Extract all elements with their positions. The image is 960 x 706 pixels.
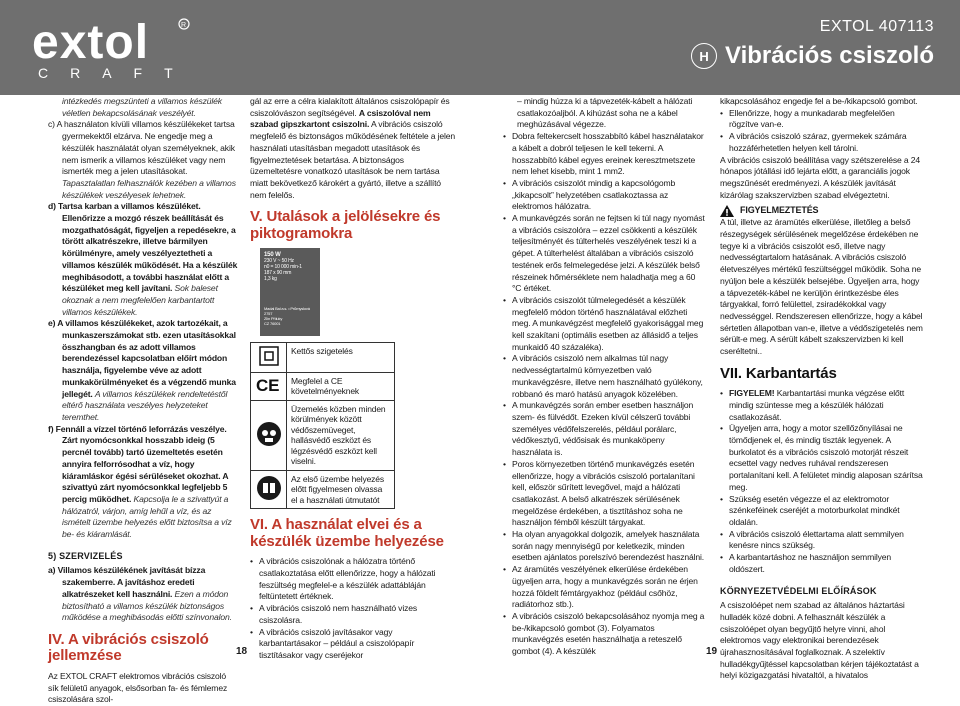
symbol-text-1: Kettős szigetelés xyxy=(287,343,395,373)
col2-bullet-1: • A vibrációs csiszolónak a hálózatra történő csatlakoztatása előtt ellenőrizze, hogy a hálózati feszültség megfelel-e a készülék adattábláján feltüntetett értéknek. xyxy=(250,556,455,603)
rating-symbols xyxy=(264,282,316,306)
col1-p3 xyxy=(48,201,238,318)
col2-p1 xyxy=(250,96,455,201)
col3-bullet-6: • A munkavégzés során ember esetben használjon szem- és fülvédőt. Ezeken kívül célszerű további személyes védőfelszerelés, például porálarc, védőkesztyű, védősisak és munkaköpeny használata is. xyxy=(503,400,706,459)
section-v-heading: V. Utalások a jelölésekre és piktogramokra xyxy=(250,208,441,242)
col2-p1-text: gál az erre a célra kialakított általános csiszolópapír és csiszolóvászon segítségével. xyxy=(250,96,450,118)
col3-bullet-8: • Ha olyan anyagokkal dolgozik, amelyek használata során nagy mennyiségű por keletkezik, minden esetben ajánlatos porelszívó berendezést használni. xyxy=(503,529,706,564)
col1-p4-text: e) A villamos készülékeket, azok tartozékait, a munkaszerszámokat stb. ezen utasításokkal összhangban és az adott villamos berendezéssel kapcsolatban előírt módon használja, figyelembe véve az adott munkakörülményeket és a végzendő munka jellegét. xyxy=(48,318,236,399)
product-code: EXTOL 407113 xyxy=(819,18,934,35)
rating-small-1: Madal Bal a.s. • Průmyslová 2757 xyxy=(264,306,310,317)
ce-mark-icon xyxy=(251,372,287,400)
col3-bullet-9: • Az áramütés veszélyének elkerülése érdekében ügyeljen arra, hogy a munkavégzés során ne érjen hozzá földelt fémtárgyakhoz (például csőhöz, radiátorhoz stb.). xyxy=(503,564,706,611)
environment-text: A csiszolóépet nem szabad az általános háztartási hulladék közé dobni. A felhasznált készülék a csiszolóépet olyan begyűjtő helyre vinni, ahol elektromos vagy elektronikai berendezések újrahasznosításával foglalkoznak. A szelektív hulladékgyűjtéssel kapcsolatban kérjen tájékoztatást a helyi közigazgatási hivataltól, a hivatalos xyxy=(720,600,919,681)
symbol-row xyxy=(251,343,395,373)
col1-p5 xyxy=(48,424,238,541)
svg-text:R: R xyxy=(181,22,187,29)
col4-p1: kikapcsolásához engedje fel a be-/kikapcsoló gombot. xyxy=(720,96,918,106)
col2-p1-bold: A csiszolóval nem szabad gipszkartont csiszolni. xyxy=(250,107,431,130)
rating-line-2: 230 V ~ 50 Hz xyxy=(264,258,294,265)
col1-p6 xyxy=(48,565,238,624)
column-3 xyxy=(503,96,706,658)
col3-bullet-7: • Poros környezetben történő munkavégzés esetén ellenőrizze, hogy a vibrációs csiszoló portalanítani kell, először sűrített levegővel, majd a hálózati csatlakozást. A belső alkatrészek sérülésének megelőzése érdekében, a tisztításhoz soha ne használjon fémből készült tárgyakat. xyxy=(503,459,706,529)
environment-heading: KÖRNYEZETVÉDELMI ELŐÍRÁSOK xyxy=(720,585,877,596)
col4-p2: A vibrációs csiszoló beállítása vagy szétszerelése a 24 hónapos jótállási idő lejárta előtt, a garanciális jogok megszűnését eredményezi. A készülék javítását kizárólag szakszervizben szabad elvégeztetni. xyxy=(720,154,921,200)
col4-k4: • A vibrációs csiszoló élettartama alatt semmilyen kenésre nincs szükség. xyxy=(720,529,925,552)
rating-line-4: 187 x 90 mm xyxy=(264,270,292,277)
symbol-row xyxy=(251,372,395,400)
col3-bullet-1: • Dobra feltekercselt hosszabbító kábel használatakor a kábelt a dobról teljesen le kell tekerni. A hosszabbító kábel egyes ereinek keresztmetszete nem lehet kisebb, mint 1 mm2. xyxy=(503,131,706,178)
col3-bullet-2: • A vibrációs csiszolót mindig a kapcsológomb „kikapcsolt” helyzetében csatlakoztassa az elektromos hálózatra. xyxy=(503,178,706,213)
col4-k1-bold: FIGYELEM! xyxy=(729,388,775,399)
section-vi-heading: VI. A használat elvei és a készülék üzembe helyezése xyxy=(250,516,444,550)
read-manual-icon xyxy=(251,470,287,509)
symbol-table xyxy=(250,342,395,509)
document-title: Vibrációs csiszoló xyxy=(725,42,934,69)
page-number-right: 19 xyxy=(706,646,718,657)
extol-logo xyxy=(32,14,292,84)
column-4 xyxy=(720,96,925,682)
col4-k2: • Ügyeljen arra, hogy a motor szellőzőnyílásai ne tömődjenek el, és mindig tiszták legyenek. A burkolatot és a vibrációs csiszoló motorját részeit ecsettel vagy nedves ruhával rendszeresen portalanítani kell. A felületet mindig alaposan szárítsa meg. xyxy=(720,423,925,493)
col1-p2-text: c) A használaton kívüli villamos készülékeket tartsa gyermekektől elzárva. Ne engedje meg a készülék használatát olyan személyeknek, akik nem ismerik a villamos készüléket vagy nem ismerték meg a jelen utasításokat. xyxy=(48,119,235,177)
title-row xyxy=(691,42,934,70)
page-number-left: 18 xyxy=(236,646,248,657)
col4-k5: • A karbantartáshoz ne használjon semmilyen oldószert. xyxy=(720,552,925,575)
col1-p4-italic: A villamos készülékek rendeltetéstől eltérő használata veszélyes helyzeteket teremthet. xyxy=(62,388,228,422)
col1-p5-italic: Kapcsolja le a szivattyút a hálózatról, várjon, amíg lehűl a víz, és az ismételt üzembe helyezés előtt biztosítsa a víz be- és kiáramlását. xyxy=(62,493,232,540)
rating-line-1: 150 W xyxy=(264,252,281,259)
section-vii-heading: VII. Karbantartás xyxy=(720,364,837,382)
col1-p6-italic: Ezen a módon biztosítható a villamos készülék biztonságos működése a meghibásodás előtti színvonalon. xyxy=(62,588,232,623)
col4-bullet-1: • Ellenőrizze, hogy a munkadarab megfelelően rögzítve van-e. xyxy=(720,108,925,131)
service-heading: 5) SZERVIZELÉS xyxy=(48,550,123,561)
rating-plate-image xyxy=(260,248,320,336)
symbol-text-4: Az első üzembe helyezés előtt figyelmesen olvassa el a használati útmutatót xyxy=(287,470,395,509)
symbol-text-3: Üzemelés közben minden körülmények között védőszemüveget, hallásvédő eszközt és légzésvédő eszközt kell viselni. xyxy=(287,400,395,470)
rating-line-5: 1,3 kg xyxy=(264,276,277,283)
rating-small-2: Zlín Příluky xyxy=(264,316,283,322)
protective-gear-icon xyxy=(251,400,287,470)
col3-bullet-3: • A munkavégzés során ne fejtsen ki túl nagy nyomást a vibrációs csiszolóra – ezzel csökkenti a készülék teljesítményét és túlterhelés veszélyének teszi ki a gépet. A túlterhelést általában a vibrációs csiszoló testének erős felmelegedése jelzi. A készülék belső részeinek hőmérséklete nem haladhatja meg a 60 °C értéket. xyxy=(503,213,706,295)
col1-p2-italic: Tapasztalatlan felhasználók kezében a villamos készülékek veszélyesek lehetnek. xyxy=(62,177,236,200)
col3-p1: – mindig húzza ki a tápvezeték-kábelt a hálózati csatlakozóaljból. A kihúzást soha ne a kábel meghúzásával végezze. xyxy=(517,96,693,130)
language-badge: H xyxy=(691,43,717,69)
col1-p3-text: d) Tartsa karban a villamos készüléket. Ellenőrizze a mozgó részek beállítását és mozgathatóságát, figyeljen a repedésekre, a törött alkatrészekre, illetve bármilyen körülményre, amely veszélyeztetheti a villamos készülék működését. Ha a készülék meghibásodott, a további használat előtt a készüléket meg kell javítani. xyxy=(48,201,238,294)
column-1 xyxy=(48,96,238,706)
col4-k1 xyxy=(720,388,925,423)
col2-bullet-2: • A vibrációs csiszoló nem használható vizes csiszolásra. xyxy=(250,603,455,626)
symbol-row xyxy=(251,470,395,509)
symbol-row xyxy=(251,400,395,470)
col1-p3-italic: Sok baleset okoznak a nem megfelelően karbantartott villamos készülékek. xyxy=(62,283,218,317)
warning-title: FIGYELMEZTETÉS xyxy=(740,205,819,216)
warning-text: A túl, illetve az áramütés elkerülése, illetőleg a belső részegységek sérülésének megelőzése érdekében ne tegye ki a vibrációs csiszolót eső, illetve nagy nedvességtartalom hatásának. A vibrációs csiszoló életveszélyes mértékű feszültséggel működik. Soha ne nyúljon bele a készülék belsejébe. Ügyeljen arra, hogy a tápvezeték-kábel ne kerüljön érintkezésbe éles tárgyakkal, forró felülettel, zsiradékokkal vagy nedvességgel. Rendszeresen ellenőrizze, hogy a kábel sértetlen állapotban van-e, illetve a védőszigetelés nem sérült-e meg. A sérült kábelt szakszervizben ki kell cseréltetni.. xyxy=(720,217,923,357)
section-iv-heading: IV. A vibrációs csiszoló jellemzése xyxy=(48,630,209,665)
symbol-text-2: Megfelel a CE követelményeknek xyxy=(287,372,395,400)
col4-bullet-2: • A vibrációs csiszoló száraz, gyermekek számára hozzáférhetetlen helyen kell tárolni. xyxy=(720,131,925,154)
col3-bullet-10: • A vibrációs csiszoló bekapcsolásához nyomja meg a be-/kikapcsoló gombot (3). Folyamatos munkavégzés esetén használhatja a reteszelő gombot (4). A készülék xyxy=(503,611,706,658)
column-2 xyxy=(250,96,455,662)
page-header xyxy=(0,0,960,95)
col1-p2 xyxy=(48,119,238,201)
rating-line-3: n0 = 10 000 min-1 xyxy=(264,264,302,271)
col3-bullet-4: • A vibrációs csiszolót túlmelegedését a készülék megfelelő módon történő használatával előzheti meg. A munkavégzést megfelelő gyakorisággal meg kell szakítani (optimális esetben az állásidő a teljes munkaidő 40 százaléka). xyxy=(503,295,706,354)
col1-p1: intézkedés megszünteti a villamos készülék véletlen bekapcsolásának veszélyét. xyxy=(62,96,222,118)
rating-small-3: CZ 76001 xyxy=(264,321,281,327)
col3-bullet-5: • A vibrációs csiszoló nem alkalmas túl nagy nedvességtartalmú környezetben való munkavégzésre, illetve nem használható gyúlékony, robbanó és maró hatású anyagok közelében. xyxy=(503,353,706,400)
warning-heading xyxy=(720,205,925,217)
col2-p1-rest: A vibrációs csiszoló megfelelő és biztonságos működésének feltétele a jelen használati utasításban megadott utasítások és figyelmeztetések betartása. A biztonságos üzemeltetésre vonatkozó utasítások be nem tartása miatt bekövetkező károkért a gyártó, illetve a szállító nem felelős. xyxy=(250,119,455,200)
col1-p6-text: a) Villamos készülékének javítását bízza szakemberre. A javításhoz eredeti alkatrészeket kell használni. xyxy=(48,565,206,599)
col1-p4 xyxy=(48,318,238,423)
double-insulation-icon xyxy=(251,343,287,373)
col4-k3: • Szükség esetén végezze el az elektromotor szénkeféinek cseréjét a motorburkolat mindkét oldalán. xyxy=(720,494,925,529)
svg-text:CE: CE xyxy=(255,376,279,396)
svg-text:extol: extol xyxy=(32,16,150,69)
col2-bullet-3: • A vibrációs csiszoló javításakor vagy karbantartásakor – például a csiszolópapír tisztításakor vagy cseréjekor xyxy=(250,627,455,662)
col4-k1-text: Karbantartási munka végzése előtt mindig szüntesse meg a készülék hálózati csatlakozását. xyxy=(729,388,905,422)
warning-triangle-icon xyxy=(720,205,734,217)
svg-text:CRAFT: CRAFT xyxy=(38,65,195,81)
col1-p7: Az EXTOL CRAFT elektromos vibrációs csiszoló sík felületű anyagok, elsősorban fa- és fémlemez csiszolására szol- xyxy=(48,670,228,705)
col1-p5-text: f) Fennáll a vízzel történő leforrázás veszélye. Zárt nyomócsonkkal hosszabb ideig (5 percnél tovább) tartó üzemeltetés esetén annyira felforrósodhat a víz, hogy kiáramláskor égési sérüléseket okozhat. A szivattyú zárt nyomócsonkkal legfeljebb 5 percig működhet. xyxy=(48,423,229,504)
